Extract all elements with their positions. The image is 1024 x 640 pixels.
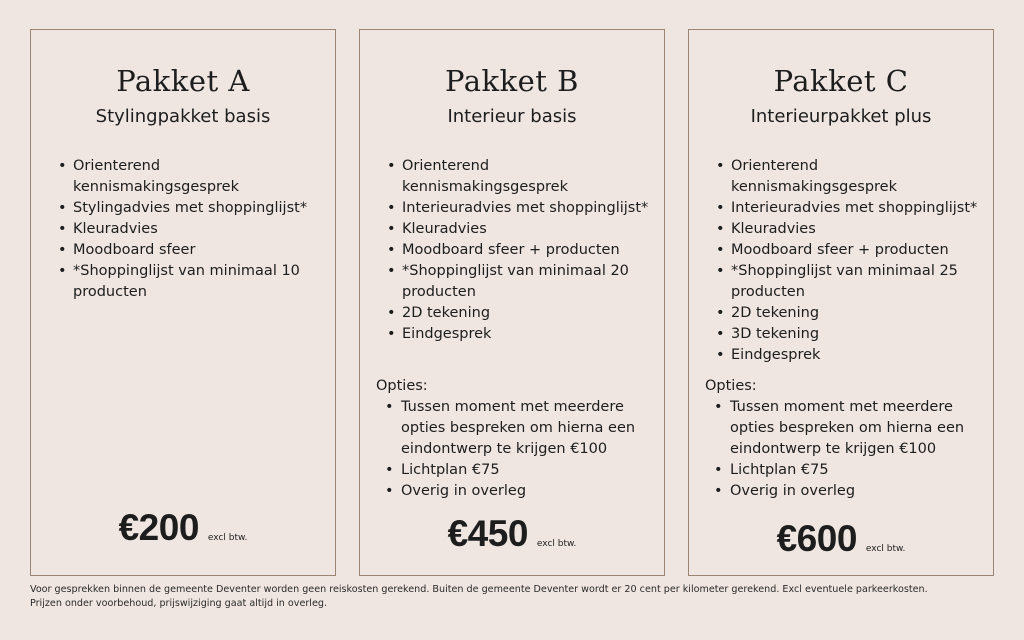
feature-item: • Eindgesprek <box>714 345 983 366</box>
package-price: €450 <box>447 513 528 554</box>
option-item: • Tussen moment met meerdere opties bespreken om hierna een eindontwerp te krijgen €100 <box>705 397 985 460</box>
feature-item: • 2D tekening <box>714 303 983 324</box>
feature-list <box>714 156 983 366</box>
options-list <box>705 397 985 502</box>
options-list <box>376 397 656 502</box>
feature-item: • Orienterend kennismakingsgesprek <box>385 156 654 198</box>
footnote-line: Voor gesprekken binnen de gemeente Deventer worden geen reiskosten gerekend. Buiten de gemeente Deventer wordt er 20 cent per kilometer gerekend. Excl eventuele parkeerkosten. <box>30 584 928 595</box>
package-price: €200 <box>118 507 199 548</box>
option-item: • Lichtplan €75 <box>376 460 656 481</box>
feature-item: • Moodboard sfeer + producten <box>385 240 654 261</box>
price-row <box>31 507 335 549</box>
feature-item: • Stylingadvies met shoppinglijst* <box>56 198 325 219</box>
option-item: • Overig in overleg <box>376 481 656 502</box>
package-subtitle: Stylingpakket basis <box>95 106 271 127</box>
price-row <box>689 518 993 560</box>
feature-item: • Interieuradvies met shoppinglijst* <box>385 198 654 219</box>
vat-note: excl btw. <box>207 533 248 543</box>
feature-item: • 3D tekening <box>714 324 983 345</box>
package-title: Pakket B <box>445 64 579 98</box>
feature-item: • Moodboard sfeer <box>56 240 325 261</box>
feature-item: • Interieuradvies met shoppinglijst* <box>714 198 983 219</box>
vat-note: excl btw. <box>536 539 577 549</box>
feature-item: • Kleuradvies <box>714 219 983 240</box>
feature-item: • Kleuradvies <box>385 219 654 240</box>
footnote-line: Prijzen onder voorbehoud, prijswijziging gaat altijd in overleg. <box>30 598 328 609</box>
vat-note: excl btw. <box>865 544 906 554</box>
feature-item: • *Shoppinglijst van minimaal 10 producten <box>56 261 325 303</box>
options-label: Opties: <box>705 378 757 394</box>
package-card-a <box>30 29 336 576</box>
option-item: • Overig in overleg <box>705 481 985 502</box>
package-card-c <box>688 29 994 576</box>
feature-item: • Orienterend kennismakingsgesprek <box>56 156 325 198</box>
package-card-b <box>359 29 665 576</box>
option-item: • Lichtplan €75 <box>705 460 985 481</box>
feature-item: • *Shoppinglijst van minimaal 25 producten <box>714 261 983 303</box>
package-price: €600 <box>776 518 857 559</box>
feature-item: • Kleuradvies <box>56 219 325 240</box>
option-item: • Tussen moment met meerdere opties bespreken om hierna een eindontwerp te krijgen €100 <box>376 397 656 460</box>
feature-item: • 2D tekening <box>385 303 654 324</box>
package-title: Pakket C <box>773 64 909 98</box>
package-subtitle: Interieur basis <box>447 106 577 127</box>
feature-item: • Orienterend kennismakingsgesprek <box>714 156 983 198</box>
feature-item: • Eindgesprek <box>385 324 654 345</box>
package-subtitle: Interieurpakket plus <box>750 106 932 127</box>
price-row <box>360 513 664 555</box>
feature-item: • *Shoppinglijst van minimaal 20 producten <box>385 261 654 303</box>
footnote <box>30 583 1010 611</box>
options-label: Opties: <box>376 378 428 394</box>
feature-list <box>56 156 325 303</box>
package-title: Pakket A <box>116 64 250 98</box>
feature-item: • Moodboard sfeer + producten <box>714 240 983 261</box>
feature-list <box>385 156 654 345</box>
